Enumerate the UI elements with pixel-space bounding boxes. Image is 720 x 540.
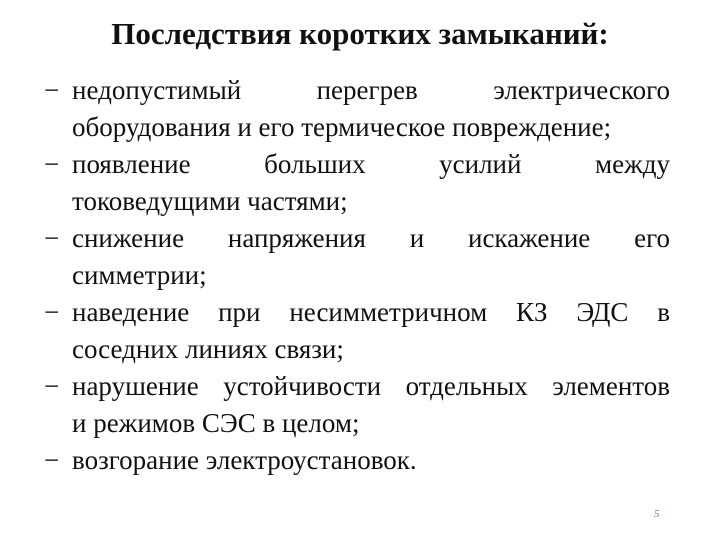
list-item bbox=[40, 294, 670, 368]
bullet-line: и режимов СЭС в целом; bbox=[72, 408, 360, 438]
list-item bbox=[40, 220, 670, 294]
list-item bbox=[40, 146, 670, 220]
bullet-line: оборудования и его термическое повреждение; bbox=[72, 112, 612, 142]
bullet-dash: − bbox=[44, 297, 60, 327]
bullet-line: нарушение устойчивости отдельных элементов bbox=[72, 371, 670, 401]
bullet-line: возгорание электроустановок. bbox=[72, 445, 417, 475]
bullet-line: недопустимый перегрев электрического bbox=[72, 75, 670, 105]
list-item bbox=[40, 368, 670, 442]
bullet-line: появление больших усилий между bbox=[72, 149, 670, 179]
bullet-dash: − bbox=[44, 75, 60, 105]
bullet-line: симметрии; bbox=[72, 260, 207, 290]
list-item bbox=[40, 442, 670, 479]
bullet-dash: − bbox=[44, 445, 60, 475]
bullet-line: снижение напряжения и искажение его bbox=[72, 223, 670, 253]
bullet-line: токоведущими частями; bbox=[72, 186, 348, 216]
bullet-list bbox=[40, 72, 670, 479]
bullet-line: соседних линиях связи; bbox=[72, 334, 344, 364]
page-number: 5 bbox=[654, 508, 660, 520]
bullet-dash: − bbox=[44, 371, 60, 401]
bullet-line: наведение при несимметричном КЗ ЭДС в bbox=[72, 297, 670, 327]
bullet-dash: − bbox=[44, 149, 60, 179]
list-item bbox=[40, 72, 670, 146]
slide-title: Последствия коротких замыканий: bbox=[111, 16, 609, 51]
bullet-dash: − bbox=[44, 223, 60, 253]
